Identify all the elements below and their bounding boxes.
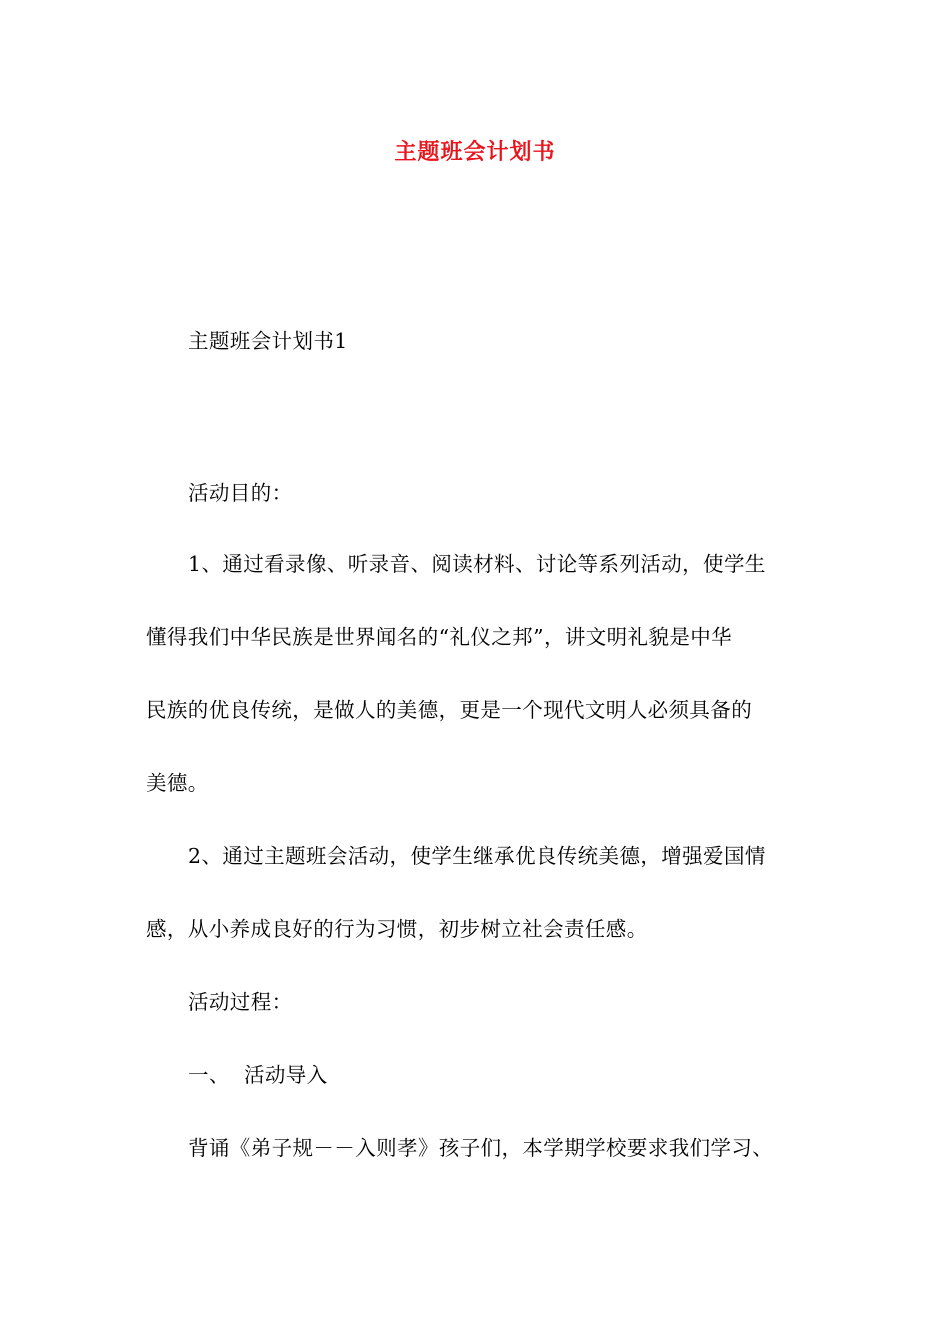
objective-1-line-3: 民族的优良传统，是做人的美德，更是一个现代文明人必须具备的 xyxy=(146,698,753,722)
document-title: 主题班会计划书 xyxy=(394,139,556,165)
process-heading: 活动过程： xyxy=(188,990,293,1014)
objective-1-line-1: 1、通过看录像、听录音、阅读材料、讨论等系列活动，使学生 xyxy=(188,552,766,576)
objective-2-line-1: 2、通过主题班会活动，使学生继承优良传统美德，增强爱国情 xyxy=(188,844,766,868)
step-1-label: 活动导入 xyxy=(244,1063,328,1087)
objectives-heading: 活动目的： xyxy=(188,481,293,505)
step-1-text: 背诵《弟子规－－入则孝》孩子们，本学期学校要求我们学习、 xyxy=(188,1136,774,1160)
objective-1-line-4: 美德。 xyxy=(146,771,209,795)
objective-2-line-2: 感，从小养成良好的行为习惯，初步树立社会责任感。 xyxy=(146,917,648,941)
objective-1-line-2: 懂得我们中华民族是世界闻名的“礼仪之邦”，讲文明礼貌是中华 xyxy=(146,625,733,649)
step-1-number: 一、 xyxy=(188,1063,230,1087)
step-1-heading xyxy=(188,1060,328,1090)
section-heading: 主题班会计划书1 xyxy=(188,329,348,353)
